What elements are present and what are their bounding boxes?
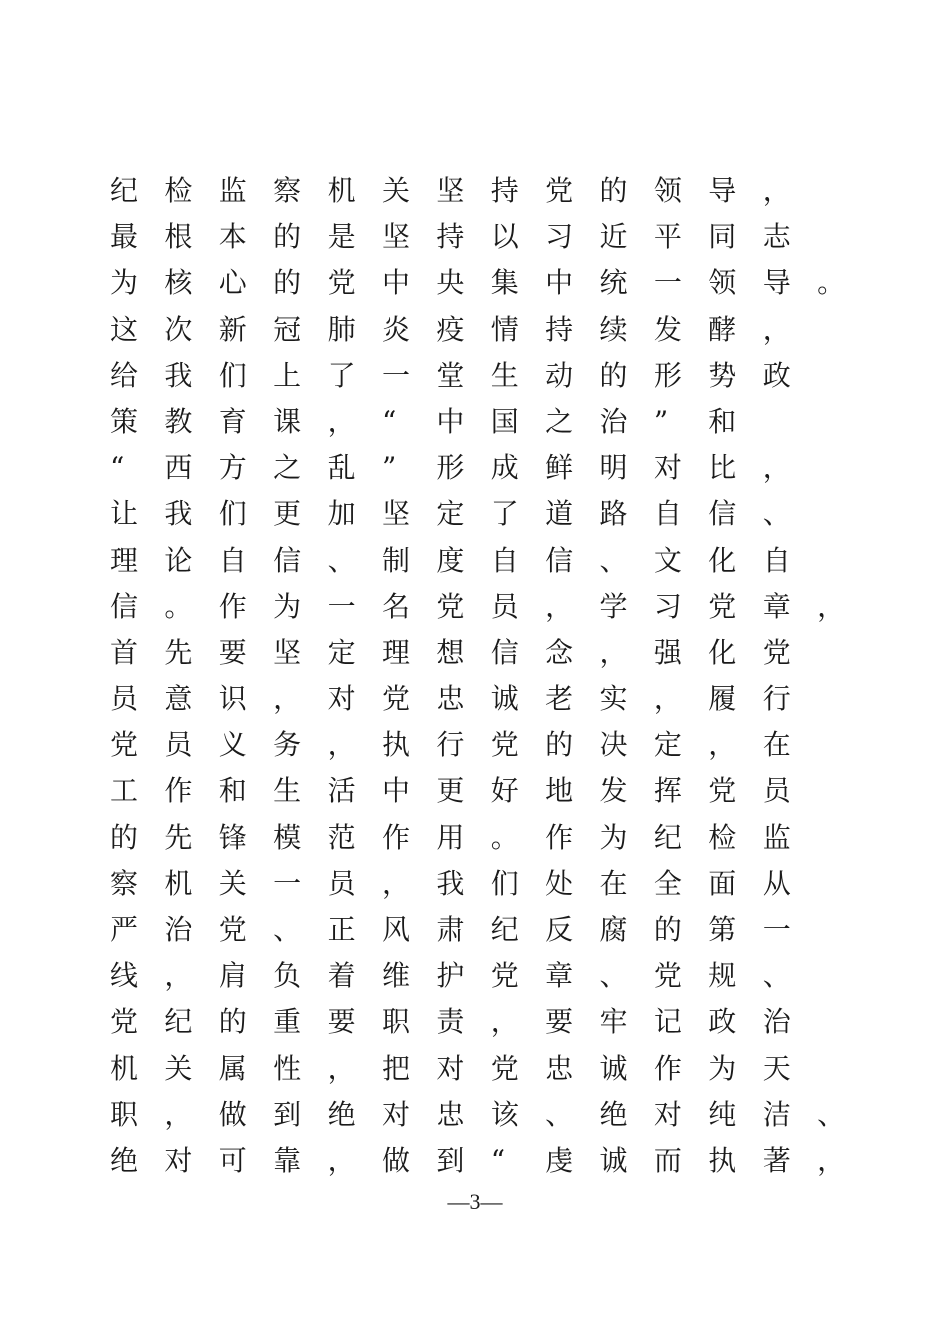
text-line: 让 我 们 更 加 坚 定 了 道 路 自 信 、 bbox=[110, 497, 791, 531]
text-line: 绝 对 可 靠 ， 做 到 “ 虔 诚 而 执 著 ， bbox=[110, 1143, 846, 1177]
body-text bbox=[110, 168, 870, 1184]
text-line: 机 关 属 性 ， 把 对 党 忠 诚 作 为 天 bbox=[110, 1051, 791, 1085]
text-line: 策 教 育 课 ， “ 中 国 之 治 ” 和 bbox=[110, 404, 737, 438]
text-line: 首 先 要 坚 定 理 想 信 念 ， 强 化 党 bbox=[110, 635, 791, 669]
text-line: 信 。 作 为 一 名 党 员 ， 学 习 党 章 ， bbox=[110, 589, 846, 623]
text-line: 纪 检 监 察 机 关 坚 持 党 的 领 导 ， bbox=[110, 174, 791, 207]
text-line: 的 先 锋 模 范 作 用 。 作 为 纪 检 监 bbox=[110, 820, 791, 854]
page-number: —3— bbox=[447, 1189, 503, 1214]
text-line: 员 意 识 ， 对 党 忠 诚 老 实 ， 履 行 bbox=[110, 682, 791, 716]
text-line: 这 次 新 冠 肺 炎 疫 情 持 续 发 酵 ， bbox=[110, 312, 791, 346]
text-line: “ 西 方 之 乱 ” 形 成 鲜 明 对 比 ， bbox=[110, 451, 791, 485]
text-line: 给 我 们 上 了 一 堂 生 动 的 形 势 政 bbox=[110, 358, 791, 392]
text-line: 察 机 关 一 员 ， 我 们 处 在 全 面 从 bbox=[110, 866, 791, 900]
text-line: 工 作 和 生 活 中 更 好 地 发 挥 党 员 bbox=[110, 774, 791, 808]
text-line: 为 核 心 的 党 中 央 集 中 统 一 领 导 。 bbox=[110, 266, 846, 300]
text-line: 职 ， 做 到 绝 对 忠 该 、 绝 对 纯 洁 、 bbox=[110, 1097, 846, 1131]
text-line: 党 员 义 务 ， 执 行 党 的 决 定 ， 在 bbox=[110, 728, 791, 762]
text-line: 线 ， 肩 负 着 维 护 党 章 、 党 规 、 bbox=[110, 959, 791, 993]
text-line: 党 纪 的 重 要 职 责 ， 要 牢 记 政 治 bbox=[110, 1005, 791, 1039]
text-line: 最 根 本 的 是 坚 持 以 习 近 平 同 志 bbox=[110, 220, 791, 254]
text-line: 理 论 自 信 、 制 度 自 信 、 文 化 自 bbox=[110, 543, 791, 577]
text-line: 严 治 党 、 正 风 肃 纪 反 腐 的 第 一 bbox=[110, 913, 791, 946]
